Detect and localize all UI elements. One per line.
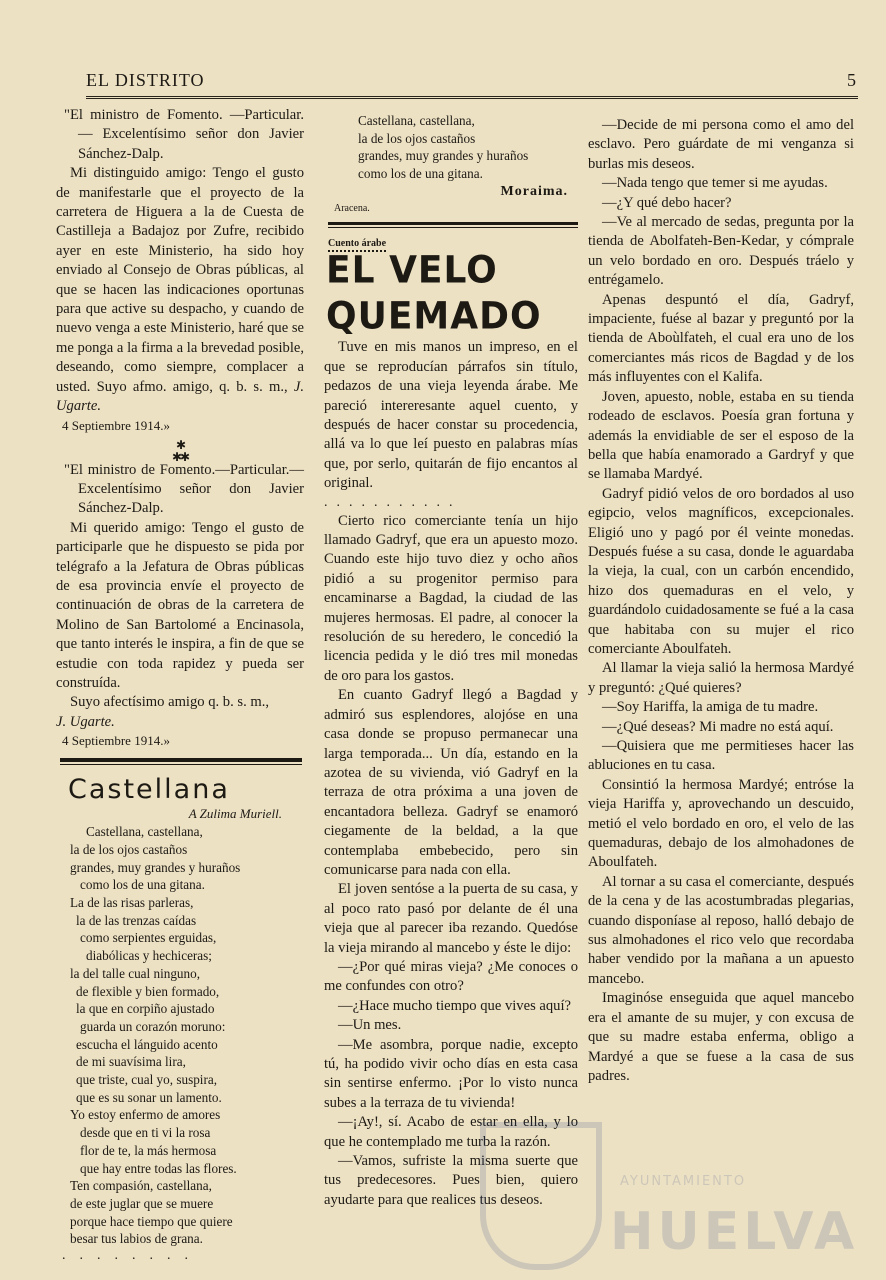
poem-line: la de las trenzas caídas <box>76 912 197 928</box>
story-title: EL VELO QUEMADO <box>326 249 542 339</box>
story-paragraph: En cuanto Gadryf llegó a Bagdad y admiró sus esplendores, alojóse en una casa donde se propuso permanecar una larga temporada... Un día, estando en la azotea de su vivienda, vió Gadryf en la terraza de otra próxima a una joven de encantadora belleza. Gadryf se enamoró ciegamente de la beldad, a la que contemplaba embebecido, pero sin comunicarse para nada con ella. <box>324 687 578 878</box>
letter2-date: 4 Septiembre 1914.» <box>62 733 170 749</box>
story-paragraph: El joven sentóse a la puerta de su casa, y al poco rato pasó por delante de él una vieja que al parecer iba rezando. Quedóse la vieja mirando al mancebo y éste le dijo: <box>324 881 578 956</box>
story-paragraph: Joven, apuesto, noble, estaba en su tienda rodeado de esclavos. Poesía gran fortuna y además la envidiable de ser el esposo de la bella que había enamorado a Gardryf y que se llamaba Mardyé. <box>588 388 854 483</box>
story-paragraph: —Me asombra, porque nadie, excepto tú, ha podido vivir ocho días en esta casa sin sentirse enfermo. ¡Por lo visto nunca subes a la terraza de tu vivienda! <box>324 1036 578 1111</box>
poem-line: Castellana, castellana, <box>358 113 475 128</box>
poem-dedication: A Zulima Muriell. <box>188 806 282 822</box>
story-body <box>312 338 578 1210</box>
poem-line: de este juglar que se muere <box>70 1195 214 1211</box>
story-paragraph: Gadryf pidió velos de oro bordados al uso egipcio, velos magníficos, excepcionales. Eligió uno y pagó por él veinte monedas. Después fuése a su casa, donde le aguardaba la vieja, la cual, con un carbón encendido, hizo dos quemaduras en el velo, y guardándolo cuidadosamente se fué a la casa que habitaba con su mujer el rico comerciante Aboulfateh. <box>588 485 854 657</box>
story-paragraph: Imaginóse enseguida que aquel mancebo era el amante de su mujer, y con excusa de que su madre estaba enferma, obligo a Mardyé a que se fuese a la casa de sus padres. <box>588 990 854 1084</box>
poem-line: diabólicas y hechiceras; <box>86 948 212 964</box>
section-divider <box>60 758 302 765</box>
column-1 <box>56 106 304 1264</box>
poem-author: Moraima. <box>500 184 568 200</box>
poem-line: que hay entre todas las flores. <box>80 1160 237 1176</box>
poem-body <box>56 823 304 1248</box>
poem-line: la de los ojos castaños <box>358 130 476 146</box>
story-paragraph: Cierto rico comerciante tenía un hijo llamado Gadryf, que era un apuesto mozo. Cuando este hijo tuvo diez y ocho años pidió a su progenitor permiso para encaminarse a Bagdad, la ciudad de las mujeres hermosas. El padre, al conocer la resolución de su heredero, le concedió la licencia pedida y le dió tres mil monedas de oro para los gastos. <box>324 512 578 684</box>
poem-line: de flexible y bien formado, <box>76 983 220 999</box>
story-dots: ........... <box>324 494 462 510</box>
letter1-heading: "El ministro de Fomento. —Particular.— Excelentísimo señor don Javier Sánchez-Dalp. <box>64 107 304 162</box>
story-paragraph: Al tornar a su casa el comerciante, después de la cena y de las acostumbradas plegarias, cuando disponíase al reposo, halló debajo de sus almohadones el rico velo que recordaba haber vendido por la mañana a un apuesto mancebo. <box>588 873 854 987</box>
story-paragraph: —Vamos, sufriste la misma suerte que tus predecesores. Pues bien, quiero ayudarte para que realices tus deseos. <box>324 1153 578 1208</box>
letter2-body: Mi querido amigo: Tengo el gusto de participarle que he dispuesto se pida por telégrafo a la Jefatura de Obras públicas de esa provincia envíe el proyecto de continuación de obras de la carretera de Molino de San Bartolomé a Encinasola, que tanto interés le inspira, a fin de que se estudie con toda rapidez y pueda ser construída. <box>56 519 304 691</box>
story-paragraph: Al llamar la vieja salió la hermosa Mardyé y preguntó: ¿Qué quieres? <box>588 660 854 696</box>
story-paragraph: —Ve al mercado de sedas, pregunta por la tienda de Abolfateh-Ben-Kedar, y cómprale un velo bordado en oro. Después tráelo y entrégamelo. <box>588 214 854 289</box>
poem-line: que triste, cual yo, suspira, <box>76 1072 217 1088</box>
poem-line: guarda un corazón moruno: <box>80 1018 226 1034</box>
column-3 <box>588 116 854 1086</box>
story-paragraph: Tuve en mis manos un impreso, en el que se reproducían párrafos sin título, pedazos de una vieja leyenda árabe. Me pareció intereresante aquel cuento, y después de hacer constar su procedencia, allá va lo que leí puesto en palabras mías que, por serlo, quitarán de fijo encantos al original. <box>324 339 578 492</box>
poem-place: Aracena. <box>334 203 370 215</box>
watermark-subtitle: AYUNTAMIENTO <box>620 1174 747 1189</box>
watermark-text: HUELVA <box>610 1202 859 1262</box>
poem-dots: ........ <box>62 1248 202 1264</box>
story-paragraph: —Quisiera que me permitieses hacer las abluciones en tu casa. <box>588 738 854 774</box>
separator-stars: ✱ ✱✱ <box>171 437 189 464</box>
story-paragraph: —¡Ay!, sí. Acabo de estar en ella, y lo que he contemplado me turba la razón. <box>324 1114 578 1150</box>
letter1-body: Mi distinguido amigo: Tengo el gusto de manifestarle que el proyecto de la carretera de Higuera a la de Cuesta de Castilleja a Badajoz por Zufre, recibido ayer en este Ministerio, ha sido hoy enviado al Consejo de Obras públicas, al que se hacen las indicaciones oportunas para que active su despacho, y cuando de nuevo venga a este Ministerio, haré que se me ponga a la firma a la brevedad posible, deseando, como siempre, complacer a usted. Suyo afmo. amigo, q. b. s. m., J. Ugarte. <box>56 165 305 415</box>
poem-title: Castellana <box>68 774 230 806</box>
poem-line: que es su sonar un lamento. <box>76 1089 222 1105</box>
story-paragraph: —¿Qué deseas? Mi madre no está aquí. <box>602 718 834 735</box>
poem-line: grandes, muy grandes y huraños <box>70 859 241 875</box>
poem-line: de mi suavísima lira, <box>76 1054 186 1070</box>
story-paragraph: Consintió la hermosa Mardyé; entróse la vieja Hariffa y, aprovechando un descuido, metió el velo bordado en oro, el velo de las quemaduras, debajo de los almohadones de Aboulfateh. <box>588 776 854 871</box>
poem-line: porque hace tiempo que quiere <box>70 1213 233 1229</box>
poem-line: flor de te, la más hermosa <box>80 1142 217 1158</box>
poem-line: como los de una gitana. <box>358 165 483 181</box>
poem-line: Yo estoy enfermo de amores <box>70 1107 221 1123</box>
section-divider <box>328 222 578 228</box>
story-paragraph: Apenas despuntó el día, Gadryf, impaciente, fuése al bazar y preguntó por la tienda de Aboùlfateh, el cual era uno de los comerciantes más ricos de Bagdad y de los más influyentes con el Kalifa. <box>588 291 854 386</box>
letter2-heading: "El ministro de Fomento.—Particular.— Excelentísimo señor don Javier Sánchez-Dalp. <box>64 461 304 517</box>
poem-line: Ten compasión, castellana, <box>70 1178 212 1194</box>
poem-line: besar tus labios de grana. <box>70 1231 203 1247</box>
poem-line: Castellana, castellana, <box>86 824 203 840</box>
letter1-date: 4 Septiembre 1914.» <box>62 417 170 433</box>
column-2 <box>312 112 578 1210</box>
poem-ending <box>312 112 578 182</box>
story-paragraph: —¿Hace mucho tiempo que vives aquí? <box>338 997 572 1014</box>
page-header <box>86 70 858 99</box>
poem-line: como serpientes erguidas, <box>80 930 217 946</box>
section-label: Cuento árabe <box>312 238 578 250</box>
poem-line: La de las risas parleras, <box>70 895 194 910</box>
poem-line: desde que en ti vi la rosa <box>80 1125 211 1141</box>
story-paragraph: —Soy Hariffa, la amiga de tu madre. <box>602 699 819 716</box>
newspaper-title: EL DISTRITO <box>86 70 205 90</box>
letter2-closing: Suyo afectísimo amigo q. b. s. m., <box>70 694 270 711</box>
poem-line: grandes, muy grandes y huraños <box>358 148 529 164</box>
poem-line: como los de una gitana. <box>80 877 205 893</box>
story-paragraph: —Un mes. <box>338 1017 402 1034</box>
story-paragraph: —Decide de mi persona como el amo del esclavo. Pero guárdate de mi venganza si burlas mis deseos. <box>588 117 854 172</box>
poem-line: la del talle cual ninguno, <box>70 965 201 981</box>
letter1-signature: J. Ugarte. <box>56 378 304 415</box>
poem-line: la de los ojos castaños <box>70 841 188 857</box>
story-paragraph: —¿Por qué miras vieja? ¿Me conoces o me confundes con otro? <box>324 958 578 995</box>
poem-line: escucha el lánguido acento <box>76 1036 218 1052</box>
story-paragraph: —¿Y qué debo hacer? <box>602 194 732 211</box>
poem-line: la que en corpiño ajustado <box>76 1001 215 1017</box>
page-number: 5 <box>847 70 856 90</box>
letter2-signature: J. Ugarte. <box>56 713 115 730</box>
story-paragraph: —Nada tengo que temer si me ayudas. <box>602 175 828 192</box>
